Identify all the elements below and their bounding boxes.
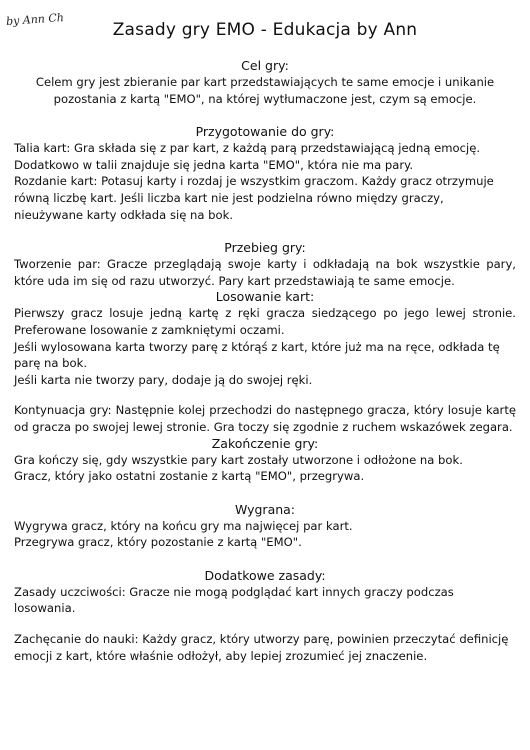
paragraph-losowanie-1: Pierwszy gracz losuje jedną kartę z ręki gracza siedzącego po jego lewej stronie. Preferowane losowanie z zamkniętymi oczami. xyxy=(14,306,516,337)
paragraph-wygrana-1: Wygrywa gracz, który na końcu gry ma najwięcej par kart. xyxy=(14,518,353,533)
section-heading-zakonczenie: Zakończenie gry: xyxy=(211,435,319,451)
section-heading-przygotowanie: Przygotowanie do gry: xyxy=(195,124,335,140)
author-signature: by Ann Ch xyxy=(5,10,65,29)
paragraph-uczciwosc: Zasady uczciwości: Gracze nie mogą podglądać kart innych graczy podczas losowania. xyxy=(14,584,454,616)
paragraph-losowanie-2: Jeśli wylosowana karta tworzy parę z którąś z kart, które już ma na ręce, odkłada tę parę na bok. xyxy=(14,339,500,371)
paragraph-cel: Celem gry jest zbieranie par kart przedstawiających te same emocje i unikanie pozostania z kartą "EMO", na której wytłumaczone jest, czym są emocje. xyxy=(35,75,495,106)
paragraph-tworzenie: Tworzenie par: Gracze przeglądają swoje karty i odkładają na bok wszystkie pary, które uda im się od razu utworzyć. Pary kart przedstawiają te same emocje. xyxy=(14,257,516,288)
document-title: Zasady gry EMO - Edukacja by Ann xyxy=(112,20,418,40)
paragraph-zakonczenie-2: Gracz, który jako ostatni zostanie z kartą "EMO", przegrywa. xyxy=(14,469,365,484)
section-heading-cel: Cel gry: xyxy=(241,58,289,73)
section-heading-losowanie: Losowanie kart: xyxy=(215,289,315,305)
document-body xyxy=(14,58,516,664)
paragraph-losowanie-3: Jeśli karta nie tworzy pary, dodaje ją do swojej ręki. xyxy=(14,372,313,387)
paragraph-talia: Talia kart: Gra składa się z par kart, z każdą parą przedstawiającą jedną emocję. Dodatkowo w talii znajduje się jedna karta "EMO", która nie ma pary. xyxy=(14,141,481,172)
section-heading-dodatkowe: Dodatkowe zasady: xyxy=(204,567,326,583)
paragraph-wygrana-2: Przegrywa gracz, który pozostanie z kartą "EMO". xyxy=(14,535,302,550)
paragraph-rozdanie: Rozdanie kart: Potasuj karty i rozdaj je wszystkim graczom. Każdy gracz otrzymuje równą liczbę kart. Jeśli liczba kart nie jest podzielna równo między graczy, nieużywane karty odkłada się na bok. xyxy=(14,174,494,222)
section-heading-wygrana: Wygrana: xyxy=(234,501,296,517)
paragraph-nauka: Zachęcanie do nauki: Każdy gracz, który utworzy parę, powinien przeczytać definicję emocji z kart, które właśnie odłożył, aby lepiej zrozumieć jej znaczenie. xyxy=(14,632,509,663)
paragraph-zakonczenie-1: Gra kończy się, gdy wszystkie pary kart zostały utworzone i odłożone na bok. xyxy=(14,452,463,467)
paragraph-kontynuacja: Kontynuacja gry: Następnie kolej przechodzi do następnego gracza, który losuje kartę od gracza po swojej lewej stronie. Gra toczy się zgodnie z ruchem wskazówek zegara. xyxy=(14,403,516,434)
section-heading-przebieg: Przebieg gry: xyxy=(224,240,306,256)
